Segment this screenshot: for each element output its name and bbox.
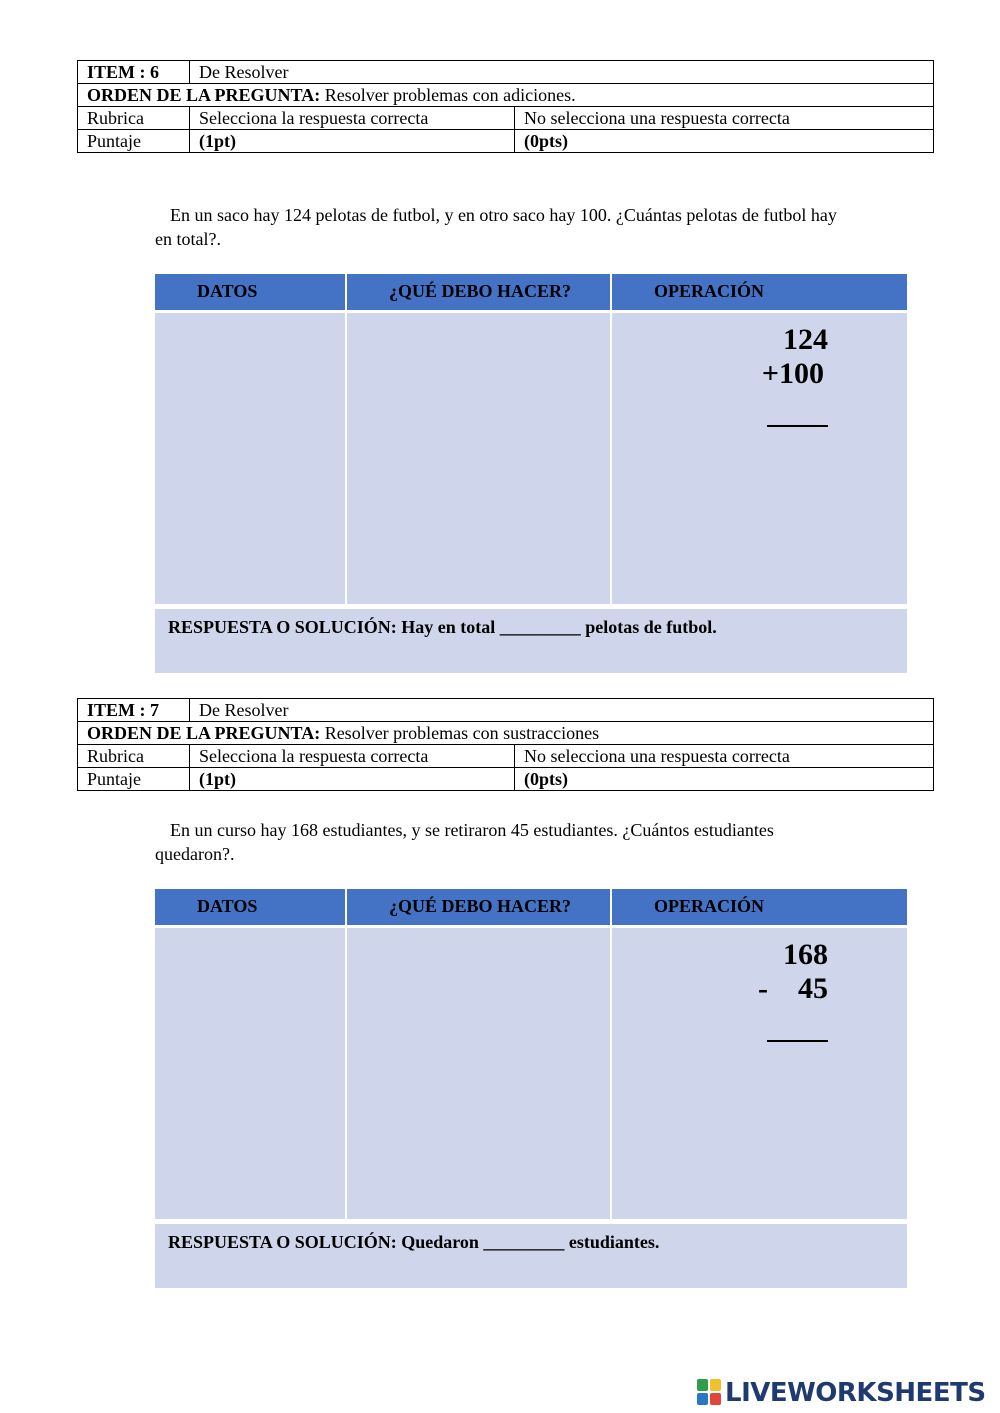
rubrica-incorrect: No selecciona una respuesta correcta xyxy=(515,107,934,130)
header-operacion-label: OPERACIÓN xyxy=(654,281,765,301)
header-que-debo-hacer xyxy=(347,274,610,310)
item-type: De Resolver xyxy=(190,61,934,84)
item-label: ITEM : 6 xyxy=(78,61,190,84)
operation-result-line xyxy=(767,425,828,427)
liveworksheets-icon xyxy=(697,1379,723,1407)
orden-row xyxy=(78,722,934,745)
item-label: ITEM : 7 xyxy=(78,699,190,722)
header-que-debo-hacer xyxy=(347,889,610,925)
brand-name: LIVEWORKSHEETS xyxy=(725,1378,986,1408)
datos-cell[interactable] xyxy=(155,313,345,604)
header-datos xyxy=(155,889,345,925)
rubrica-label: Rubrica xyxy=(78,745,190,768)
solution-text: RESPUESTA O SOLUCIÓN: Hay en total _________ pelotas de futbol. xyxy=(168,617,717,637)
rubrica-correct: Selecciona la respuesta correcta xyxy=(190,745,515,768)
solution-row xyxy=(155,609,907,673)
puntaje-incorrect: (0pts) xyxy=(515,130,934,153)
problem-statement-7: En un curso hay 168 estudiantes, y se retiraron 45 estudiantes. ¿Cuántos estudiantes quedaron?. xyxy=(155,820,774,864)
item-7-table xyxy=(77,698,934,791)
liveworksheets-logo xyxy=(697,1376,986,1410)
header-que-label: ¿QUÉ DEBO HACER? xyxy=(389,896,572,916)
puntaje-correct: (1pt) xyxy=(190,130,515,153)
rubrica-correct: Selecciona la respuesta correcta xyxy=(190,107,515,130)
problem-statement-6: En un saco hay 124 pelotas de futbol, y en otro saco hay 100. ¿Cuántas pelotas de futbol hay en total?. xyxy=(155,205,837,249)
orden-row xyxy=(78,84,934,107)
solution-text: RESPUESTA O SOLUCIÓN: Quedaron _________ estudiantes. xyxy=(168,1232,660,1252)
work-table-6 xyxy=(155,274,907,673)
operation-line-1: 124 xyxy=(783,323,828,356)
puntaje-label: Puntaje xyxy=(78,130,190,153)
operation-line-2: - 45 xyxy=(758,972,828,1005)
rubrica-incorrect: No selecciona una respuesta correcta xyxy=(515,745,934,768)
orden-label: ORDEN DE LA PREGUNTA: xyxy=(87,85,321,105)
que-debo-hacer-cell[interactable] xyxy=(347,928,610,1219)
operation-line-2: +100 xyxy=(761,357,824,390)
header-operacion xyxy=(612,889,907,925)
orden-text: Resolver problemas con adiciones. xyxy=(324,85,576,105)
header-que-label: ¿QUÉ DEBO HACER? xyxy=(389,281,572,301)
puntaje-incorrect: (0pts) xyxy=(515,768,934,791)
operation-result-line xyxy=(767,1040,828,1042)
puntaje-label: Puntaje xyxy=(78,768,190,791)
header-datos-label: DATOS xyxy=(197,281,258,301)
operation-line-1: 168 xyxy=(783,938,828,971)
item-6-table xyxy=(77,60,934,153)
work-table-7 xyxy=(155,889,907,1288)
header-datos-label: DATOS xyxy=(197,896,258,916)
solution-row xyxy=(155,1224,907,1288)
que-debo-hacer-cell[interactable] xyxy=(347,313,610,604)
rubrica-label: Rubrica xyxy=(78,107,190,130)
operacion-cell xyxy=(612,313,907,604)
item-type: De Resolver xyxy=(190,699,934,722)
header-operacion xyxy=(612,274,907,310)
orden-label: ORDEN DE LA PREGUNTA: xyxy=(87,723,321,743)
operacion-cell xyxy=(612,928,907,1219)
puntaje-correct: (1pt) xyxy=(190,768,515,791)
orden-text: Resolver problemas con sustracciones xyxy=(324,723,600,743)
header-datos xyxy=(155,274,345,310)
datos-cell[interactable] xyxy=(155,928,345,1219)
header-operacion-label: OPERACIÓN xyxy=(654,896,765,916)
